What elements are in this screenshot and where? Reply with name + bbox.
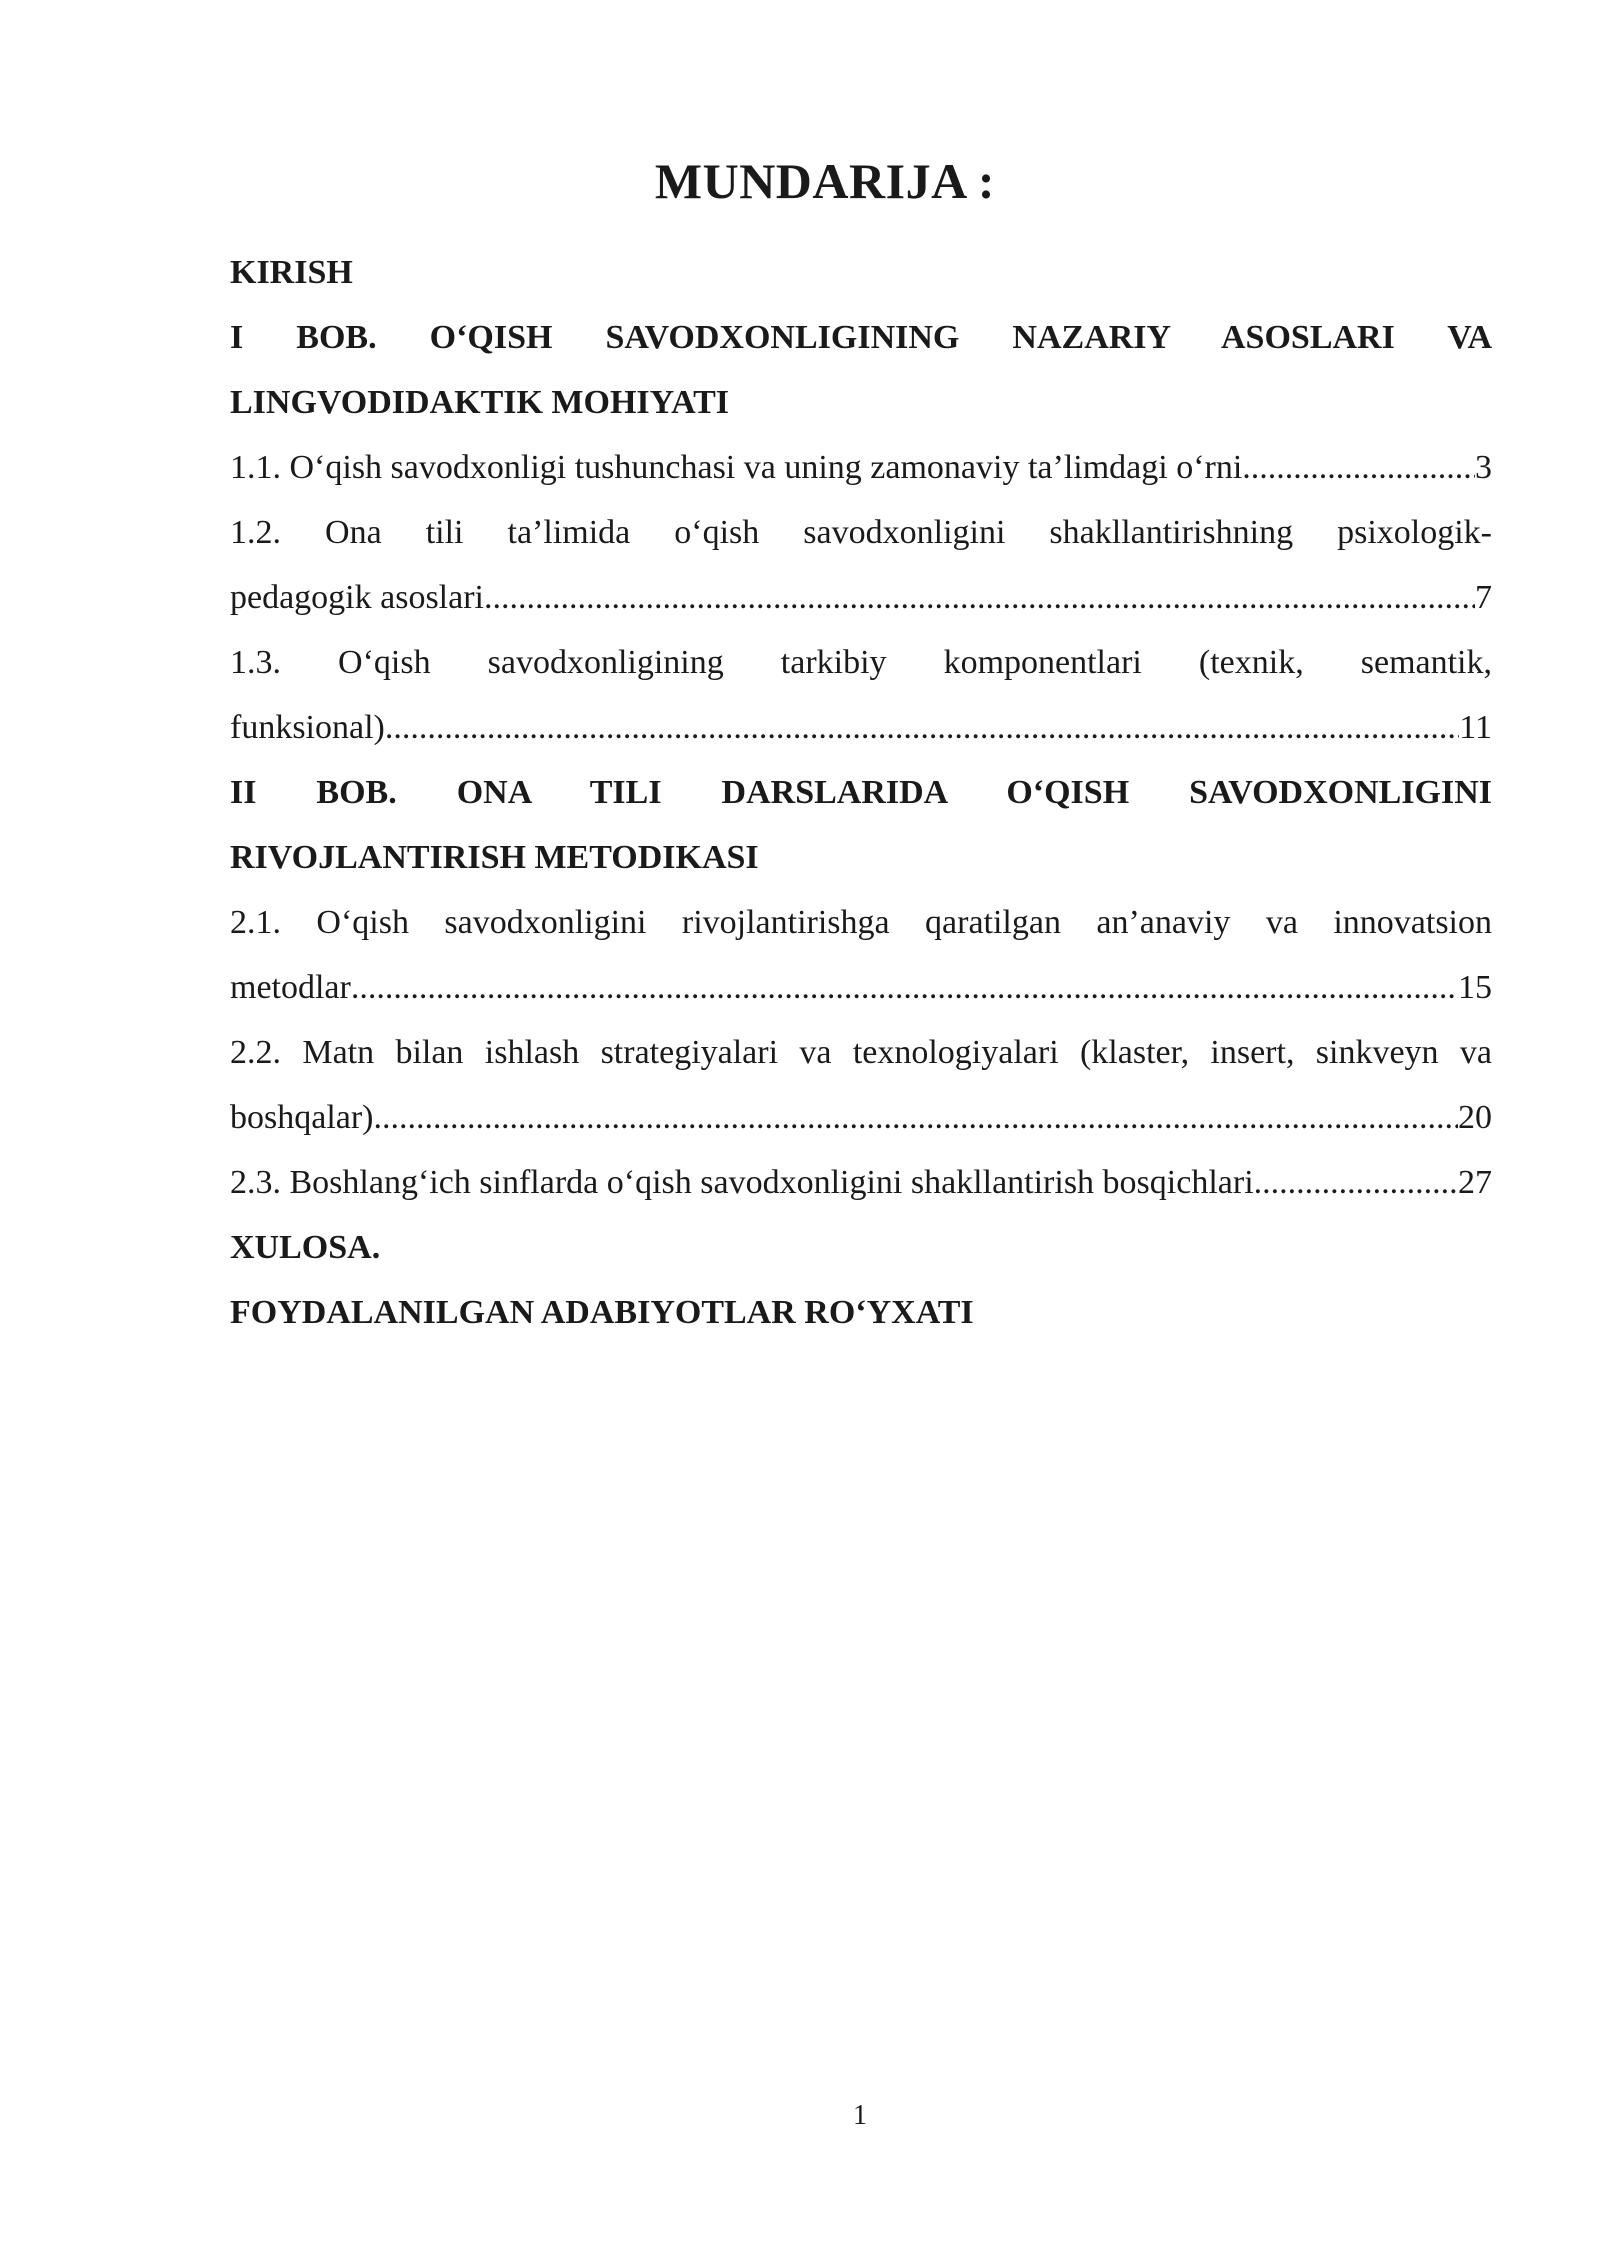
toc-section-1-3-text: funksional): [230, 709, 385, 746]
toc-section-1-3[interactable]: [230, 695, 1492, 760]
toc-section-1-2[interactable]: [230, 565, 1492, 630]
toc-section-1-2-page: 7: [1475, 579, 1492, 616]
toc-chapter-2-line-2[interactable]: RIVOJLANTIRISH METODIKASI: [230, 839, 759, 876]
toc-section-1-2-text: pedagogik asoslari: [230, 579, 484, 616]
toc-section-2-2-page: 20: [1458, 1099, 1492, 1136]
toc-section-2-3[interactable]: [230, 1150, 1492, 1215]
toc-section-1-2-line-1[interactable]: 1.2. Ona tili ta’limida o‘qish savodxonligini shakllantirishning psixologik-: [230, 514, 1492, 551]
dot-leader: [484, 565, 1475, 630]
page-title: MUNDARIJA :: [654, 153, 996, 209]
toc-section-1-3-page: 11: [1459, 709, 1492, 746]
toc-section-2-1[interactable]: [230, 955, 1492, 1020]
toc-chapter-1-line-2[interactable]: LINGVODIDAKTIK MOHIYATI: [230, 384, 730, 421]
page-number: 1: [853, 2100, 867, 2131]
toc-section-1-3-line-1[interactable]: 1.3. O‘qish savodxonligining tarkibiy komponentlari (texnik, semantik,: [230, 644, 1492, 681]
toc-section-2-3-text: 2.3. Boshlang‘ich sinflarda o‘qish savodxonligini shakllantirish bosqichlari: [230, 1164, 1254, 1201]
toc-intro[interactable]: KIRISH: [230, 254, 353, 291]
toc-section-2-3-page: 27: [1458, 1164, 1492, 1201]
toc-section-1-1[interactable]: [230, 435, 1492, 500]
dot-leader: [1242, 435, 1475, 500]
toc-references[interactable]: FOYDALANILGAN ADABIYOTLAR RO‘YXATI: [230, 1294, 974, 1331]
toc-section-1-1-text: 1.1. O‘qish savodxonligi tushunchasi va uning zamonaviy ta’limdagi o‘rni: [230, 449, 1243, 486]
toc-section-2-2[interactable]: [230, 1085, 1492, 1150]
dot-leader: [351, 955, 1458, 1020]
dot-leader: [374, 1085, 1458, 1150]
table-of-contents: [230, 240, 1492, 1345]
toc-section-2-2-text: boshqalar): [230, 1099, 374, 1136]
toc-chapter-1-line-1[interactable]: I BOB. O‘QISH SAVODXONLIGINING NAZARIY ASOSLARI VA: [230, 319, 1492, 356]
dot-leader: [385, 695, 1459, 760]
toc-chapter-2-line-1[interactable]: II BOB. ONA TILI DARSLARIDA O‘QISH SAVODXONLIGINI: [230, 774, 1492, 811]
toc-section-2-2-line-1[interactable]: 2.2. Matn bilan ishlash strategiyalari va texnologiyalari (klaster, insert, sinkveyn va: [230, 1034, 1492, 1071]
toc-section-1-1-page: 3: [1475, 449, 1492, 486]
toc-section-2-1-page: 15: [1458, 969, 1492, 1006]
toc-section-2-1-text: metodlar: [230, 969, 351, 1006]
toc-section-2-1-line-1[interactable]: 2.1. O‘qish savodxonligini rivojlantirishga qaratilgan an’anaviy va innovatsion: [230, 904, 1492, 941]
dot-leader: [1254, 1150, 1458, 1215]
toc-conclusion[interactable]: XULOSA.: [230, 1229, 381, 1266]
